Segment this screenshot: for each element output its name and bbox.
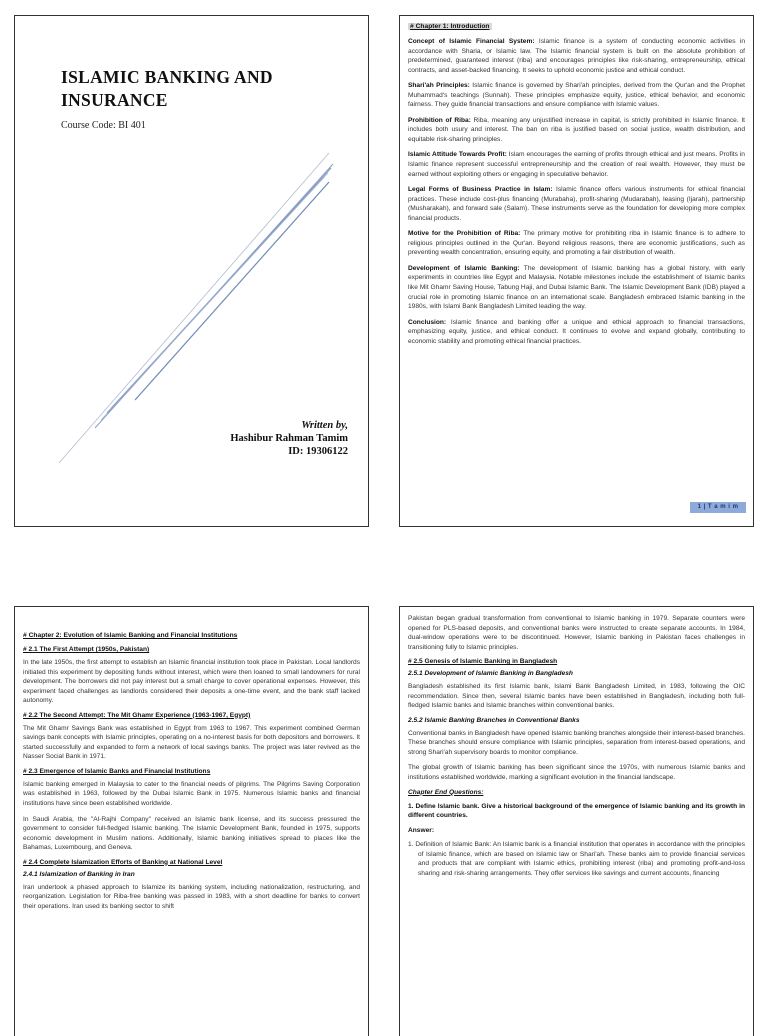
- author-name: Hashibur Rahman Tamim: [230, 433, 348, 444]
- deco-line-1: [59, 153, 329, 463]
- paragraph: Conventional banks in Bangladesh have opened Islamic banking branches alongside their interest-based branches. These branches should ensure compliance with Islamic principles, separation from interest-based operations, and strong Shari'ah supervisory boards to monitor compliance.: [408, 729, 745, 756]
- paragraph: The global growth of Islamic banking has been significant since the 1970s, with numerous Islamic banks and institutions established worldwide, marking a significant evolution in the financial landscape.: [408, 764, 745, 782]
- page-footer: 1 | T a m i m: [690, 502, 746, 513]
- answer-label: Answer:: [408, 826, 435, 834]
- paragraph: In Saudi Arabia, the "Al-Rajhi Company" received an Islamic bank license, and its success pressured the government to consider full-fledged Islamic banking. The Islamic Development Bank, founded in 1975, supports economic development in Muslim nations. Additionally, Islamic banking initiatives spread to places like the Bahamas, Luxembourg, and Geneva.: [23, 815, 360, 852]
- author-block: [230, 419, 348, 458]
- chapter-2-page: [14, 606, 369, 1036]
- paragraph: The Mit Ghamr Savings Bank was established in Egypt from 1963 to 1967. This experiment combined German savings bank concepts with Islamic principles, operating on a no-interest basis for both depositors and borrowers. It started successfully and expanded to form a network of local savings banks. The project was later revived as the Nasser Social Bank in 1971.: [23, 724, 360, 761]
- subsection-heading: 2.5.1 Development of Islamic Banking in Bangladesh: [408, 670, 573, 678]
- paragraph: Prohibition of Riba: Riba, meaning any unjustified increase in capital, is strictly prohibited in Islamic finance. It includes both usury and interest. The ban on riba is justified based on social justice, wealth distribution, and equitable risk-sharing principles.: [408, 116, 745, 143]
- deco-line-6: [135, 182, 329, 400]
- paragraph: Legal Forms of Business Practice in Islam: Islamic finance offers various instruments for ethical financial practices. These include cost-plus financing (Murabaha), profit-sharing (Mudarabah), leasing (Ijarah), partnership (Musharakah), and forward sale (Salam). These instruments serve as the foundation for developing more complex financial products.: [408, 186, 746, 222]
- paragraph: Conclusion: Islamic finance and banking offer a unique and ethical approach to financial transactions, emphasizing equity, justice, and ethical conduct. It continues to evolve and expand globally, contributing to economic stability and promoting ethical financial practices.: [408, 318, 745, 345]
- paragraph: Shari'ah Principles: Islamic finance is governed by Shari'ah principles, derived from the Qur'an and the Prophet Muhammad's teachings (Sunnah). These principles emphasize equity, justice, ethical behavior, and economic fairness. They guide financial transactions and ensure compliance with Islamic values.: [408, 82, 745, 109]
- chapter-1-heading: # Chapter 1: Introduction: [410, 23, 490, 30]
- author-id: ID: 19306122: [288, 446, 348, 457]
- subsection-heading: 2.5.2 Islamic Banking Branches in Conventional Banks: [408, 716, 580, 724]
- cover-title: ISLAMIC BANKING AND INSURANCE: [61, 67, 273, 110]
- paragraph: Bangladesh established its first Islamic bank, Islami Bank Bangladesh Limited, in 1983, following the OIC recommendation. Since then, several Islamic banks have been established in Bangladesh, including both full-fledged Islamic banks and Islamic branches within conventional banks.: [408, 683, 745, 710]
- paragraph: Development of Islamic Banking: The development of Islamic banking has a global history, with early experiments in countries like Egypt and Malaysia. Notable milestones include the establishment of Islamic banks like Mit Ghamr Saving House, Tabung Haji, and Dubai Islamic Bank. The Islamic Development Bank (IDB) played a crucial role in promoting Islamic finance on an international scale. Bangladesh embraced Islamic banking in the 1980s, with Islami Bank Bangladesh Limited leading the way.: [408, 264, 745, 311]
- course-code: Course Code: BI 401: [61, 120, 146, 131]
- chapter-2-continued-page: [399, 606, 754, 1036]
- paragraph: Islamic banking emerged in Malaysia to cater to the financial needs of pilgrims. The Pilgrims Saving Corporation was established in 1963, followed by the Dubai Islamic Bank in 1975. Numerous Islamic banks and financial institutions have since been established worldwide.: [23, 780, 360, 808]
- cover-page: [14, 15, 369, 527]
- written-by-label: Written by,: [301, 420, 348, 431]
- subsection-heading: 2.4.1 Islamization of Banking in Iran: [23, 870, 135, 878]
- paragraph: Iran undertook a phased approach to Islamize its banking system, including nationalization, restructuring, and reorganization. Legislation for Riba-free banking was passed in 1983, with a short deadline for banks to convert their operations. Iran used its banking sector to shift: [23, 883, 360, 910]
- section-heading: # 2.2 The Second Attempt: The Mit Ghamr Experience (1963-1967, Egypt): [23, 711, 251, 719]
- paragraph: In the late 1950s, the first attempt to establish an Islamic financial institution took place in Pakistan. Local landlords initiated this experiment by depositing funds without interest, which were then loaned to small landowners for rural development. The borrowers did not pay interest but a small charge to cover operational expenses. However, this experiment faced challenges as landlords considered their deposits a one-time event, and the bank staff lacked autonomy.: [23, 659, 360, 705]
- question: 1. Define Islamic bank. Give a historical background of the emergence of Islamic banking and its growth in different countries.: [408, 802, 745, 820]
- paragraph: Motive for the Prohibition of Riba: The primary motive for prohibiting riba in Islamic finance is to adhere to religious principles outlined in the Qur'an. Beyond religious reasons, there are economic justifications, such as preventing wealth concentration, ensuring equity, and promoting a fair distribution of wealth.: [408, 230, 745, 257]
- section-heading: # 2.1 The First Attempt (1950s, Pakistan): [23, 646, 150, 653]
- paragraph: Concept of Islamic Financial System: Islamic finance is a system of conducting economic activities in accordance with Sharia, or Islamic law. The Islamic financial system is built on the absolute prohibition of predetermined, guaranteed interest (riba) and encourages principles like risk-sharing, entrepreneurship, ethical contracts, and asset-backed financing. It seeks to uphold economic justice and ethical conduct.: [408, 38, 745, 74]
- section-heading: # 2.5 Genesis of Islamic Banking in Bangladesh: [408, 658, 558, 666]
- section-heading: # 2.4 Complete Islamization Efforts of Banking at National Level: [23, 858, 223, 866]
- chapter-1-page: [399, 15, 754, 527]
- answer-item: 1. Definition of Islamic Bank: An Islamic bank is a financial institution that operates in accordance with the principles of Islamic finance, which are based on Islamic law or Shari'ah. These banks aim to provide financial services and products that are compliant with Islamic ethics, prohibiting interest (riba) and promoting profit-and-loss sharing and risk-sharing arrangements. They offer services like savings and current accounts, financing: [408, 841, 745, 877]
- paragraph: Pakistan began gradual transformation from conventional to Islamic banking in 1979. Separate counters were opened for PLS-based deposits, and conventional banks were instructed to create separate accounts. In 1984, dual-window operations were to be discontinued. However, Islamic banking in Pakistan faces challenges in transitioning fully to Islamic principles.: [408, 615, 745, 651]
- chapter-end-questions-heading: Chapter End Questions:: [408, 788, 484, 796]
- deco-line-5: [111, 177, 324, 408]
- chapter-2-heading: # Chapter 2: Evolution of Islamic Banking and Financial Institutions: [23, 632, 238, 639]
- paragraph: Islamic Attitude Towards Profit: Islam encourages the earning of profits through ethical and just means. Profits in Islamic finance represent successful entrepreneurship and the creation of real wealth. However, they must be earned without exploiting others or engaging in speculative behavior.: [408, 151, 745, 178]
- section-heading: # 2.3 Emergence of Islamic Banks and Financial Institutions: [23, 767, 211, 775]
